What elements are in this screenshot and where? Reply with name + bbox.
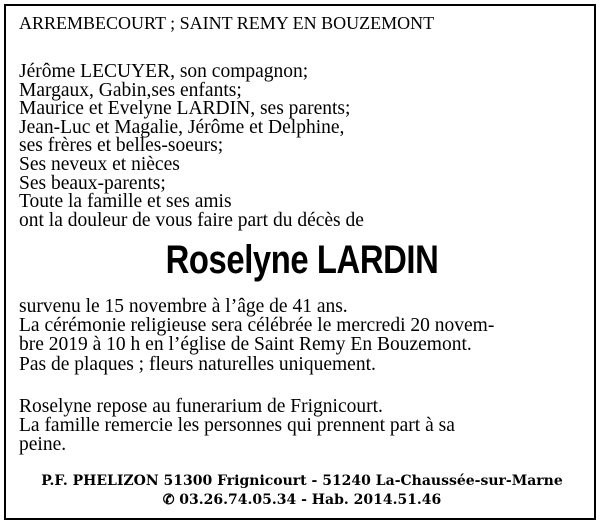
family-line: Jean-Luc et Magalie, Jérôme et Delphine, [19, 116, 345, 138]
locations-header: ARREMBECOURT ; SAINT REMY EN BOUZEMONT [19, 13, 435, 33]
family-line: Jérôme LECUYER, son compagnon; [19, 61, 309, 82]
deceased-name: Roselyne LARDIN [165, 238, 439, 282]
funeral-home-phone: ✆ 03.26.74.05.34 - Hab. 2014.51.46 [162, 492, 442, 508]
funerarium-paragraph [19, 397, 455, 455]
family-line: ont la douleur de vous faire part du décès de [19, 209, 364, 231]
details-line: bre 2019 à 10 h en l’église de Saint Remy En Bouzemont. [19, 334, 472, 356]
family-list [19, 62, 364, 229]
family-line: Ses neveux et nièces [19, 153, 180, 175]
details-line: Pas de plaques ; fleurs naturelles uniquement. [19, 353, 376, 375]
details-line: survenu le 15 novembre à l’âge de 41 ans. [19, 296, 348, 317]
family-line: ses frères et belles-soeurs; [19, 135, 224, 157]
funerarium-line: Roselyne repose au funerarium de Frignicourt. [19, 396, 383, 417]
funerarium-line: La famille remercie les personnes qui prennent part à sa [19, 415, 455, 437]
family-line: Maurice et Evelyne LARDIN, ses parents; [19, 98, 351, 120]
family-line: Toute la famille et ses amis [19, 191, 232, 213]
details-line: La cérémonie religieuse sera célébrée le mercredi 20 novem- [19, 315, 495, 337]
family-line: Margaux, Gabin,ses enfants; [19, 79, 242, 101]
family-line: Ses beaux-parents; [19, 172, 166, 194]
details-paragraph [19, 297, 494, 374]
funeral-home-address: P.F. PHELIZON 51300 Frignicourt - 51240 La-Chaussée-sur-Marne [41, 473, 563, 489]
funerarium-line: peine. [19, 434, 67, 456]
